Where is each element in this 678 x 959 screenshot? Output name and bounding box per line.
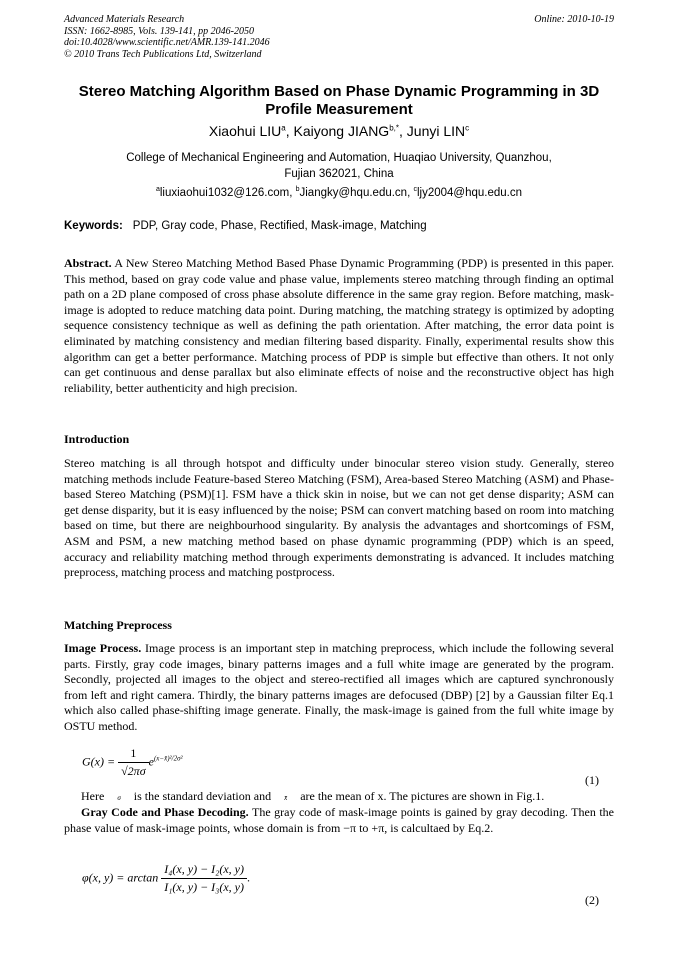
- image-process-text: Image process is an important step in matching preprocess, which include the following several parts. Firstly, gray code images, binary patterns images and a full white image are generated by the program. Secondly, projected all images to the object and stereo-rectified all images which are captured synchronously from left and right camera. Thirdly, the binary patterns images are defocused (DBP) [2] by a Gaussian filter Eq.1 which also called phase-shifting image generate. Finally, the mask-image is gained from the full white image by OSTU method.: [64, 641, 614, 733]
- eq2-trail: .: [247, 870, 250, 885]
- eq1-exp-base: e: [148, 754, 154, 769]
- eq1-numerator: 1: [118, 746, 149, 763]
- doi-line: doi:10.4028/www.scientific.net/AMR.139-141.2046: [64, 37, 270, 48]
- keywords-text: PDP, Gray code, Phase, Rectified, Mask-image, Matching: [132, 220, 427, 232]
- email-link[interactable]: Jiangky@hqu.edu.cn,: [299, 186, 411, 199]
- affiliation: [64, 150, 614, 182]
- keywords: [64, 220, 427, 232]
- affiliation-line: Fujian 362021, China: [284, 168, 394, 180]
- copyright-line: © 2010 Trans Tech Publications Ltd, Switzerland: [64, 48, 262, 60]
- affiliation-line: College of Mechanical Engineering and Automation, Huaqiao University, Quanzhou,: [126, 152, 552, 164]
- here-part2: is the standard deviation and: [133, 789, 272, 803]
- equation-1: [82, 746, 183, 779]
- paper-title: Stereo Matching Algorithm Based on Phase Dynamic Programming in 3D Profile Measurement: [78, 83, 600, 118]
- abstract: [64, 256, 614, 396]
- here-paragraph: [64, 789, 614, 807]
- xbar-symbol: x̄: [284, 794, 288, 802]
- gray-code-label: Gray Code and Phase Decoding.: [81, 805, 249, 819]
- email-sup: c: [413, 186, 417, 193]
- author-name: Junyi LIN: [406, 123, 466, 139]
- eq2-numerator: I₄(x, y) − I₂(x, y): [161, 862, 247, 879]
- eq1-fraction: [118, 746, 149, 779]
- email-list: [64, 186, 614, 199]
- eq2-lhs: φ(x, y) = arctan: [82, 870, 159, 885]
- gray-code-text: The gray code of mask-image points is gained by gray decoding. Then the phase value of mask-image points, whose domain is from −π to +π, is calcultaed by Eq.2.: [64, 805, 614, 835]
- keywords-label: Keywords:: [64, 220, 123, 232]
- email-sup: a: [155, 186, 160, 193]
- author-list: Xiaohui LIU$^a$, Kaiyong $JIANG^{b,*}$, Junyi LIN$^c$: [208, 123, 470, 139]
- author-sup: c: [465, 123, 470, 133]
- author-name: Xiaohui LIU: [208, 123, 282, 139]
- eq1-denominator: √2πσ: [121, 764, 146, 778]
- author-name: Kaiyong JIANG: [293, 123, 390, 139]
- section-heading-introduction: Introduction: [64, 432, 130, 446]
- email-sup: b: [295, 186, 300, 193]
- eq1-lhs: G(x) =: [82, 754, 116, 769]
- author-sup: a: [281, 123, 286, 133]
- section-heading-preprocess: Matching Preprocess: [64, 618, 172, 632]
- image-process-label: Image Process.: [64, 641, 142, 655]
- equation-1-number: (1): [585, 773, 599, 787]
- here-part3: are the mean of x. The pictures are shown in Fig.1.: [300, 789, 545, 803]
- issn-line: ISSN: 1662-8985, Vols. 139-141, pp 2046-2050: [64, 25, 254, 37]
- abstract-label: Abstract.: [64, 256, 112, 270]
- email-link[interactable]: ljy2004@hqu.edu.cn: [416, 186, 523, 199]
- eq1-exponent: (x−x̄)²/2σ²: [153, 754, 183, 763]
- author-sup: b,*: [389, 123, 399, 133]
- abstract-text: A New Stereo Matching Method Based Phase Dynamic Programming (PDP) is presented in this paper. This method, based on gray code value and phase value, implements stereo matching through finding an optimal path on a 2D plane composed of cross phase absolute difference in the same gray region. Before matching, mask-image is adopted to reduce matching data point. During matching, the matching strategy is optimized by adopting sequence consistency technique as well as defining the path orientation. After matching, the error data point is eliminated by matching consistency and median filtering based disparity. Finally, experimental results show this algorithm can get a better performance. Matching process of PDP is simple but effective than others. It not only can get continuous and dense parallax but also eliminate effects of noise and the reconstructive object has high reliability, better authenticity and high precision.: [64, 256, 614, 395]
- journal-header: [64, 14, 270, 60]
- online-date: Online: 2010-10-19: [534, 14, 614, 25]
- email-link[interactable]: liuxiaohui1032@126.com,: [159, 186, 293, 199]
- journal-name: Advanced Materials Research: [64, 14, 185, 25]
- equation-2: [82, 862, 250, 895]
- introduction-text: Stereo matching is all through hotspot and difficulty under binocular stereo vision study. Generally, stereo matching methods include Feature-based Stereo Matching (FSM), Area-based Stereo Matching (ASM) and Phase-based Stereo Matching (PSM)[1]. FSM have a thick skin in noise, but we can not get dense disparity; ASM can get dense disparity, but it is easy influenced by the noise; PSM can convert matching based on room into matching based on time, but there are neighbourhood singularity. By analysis the advantages and shortcomings of FSM, ASM and PSM, a new matching method based on phase dynamic programming (PDP) which is an speed, accuracy and reliability matching method through experiments demonstrating is advanced. It includes matching preprocess, matching process and matching postprocess.: [64, 456, 614, 580]
- here-part1: Here: [81, 789, 105, 803]
- gray-code-paragraph: [64, 805, 614, 836]
- image-process-paragraph: [64, 641, 614, 735]
- eq2-fraction: [161, 862, 247, 895]
- eq2-denominator: I₁(x, y) − I₃(x, y): [164, 880, 244, 894]
- equation-2-number: (2): [585, 893, 599, 907]
- sigma-symbol: σ: [117, 794, 121, 802]
